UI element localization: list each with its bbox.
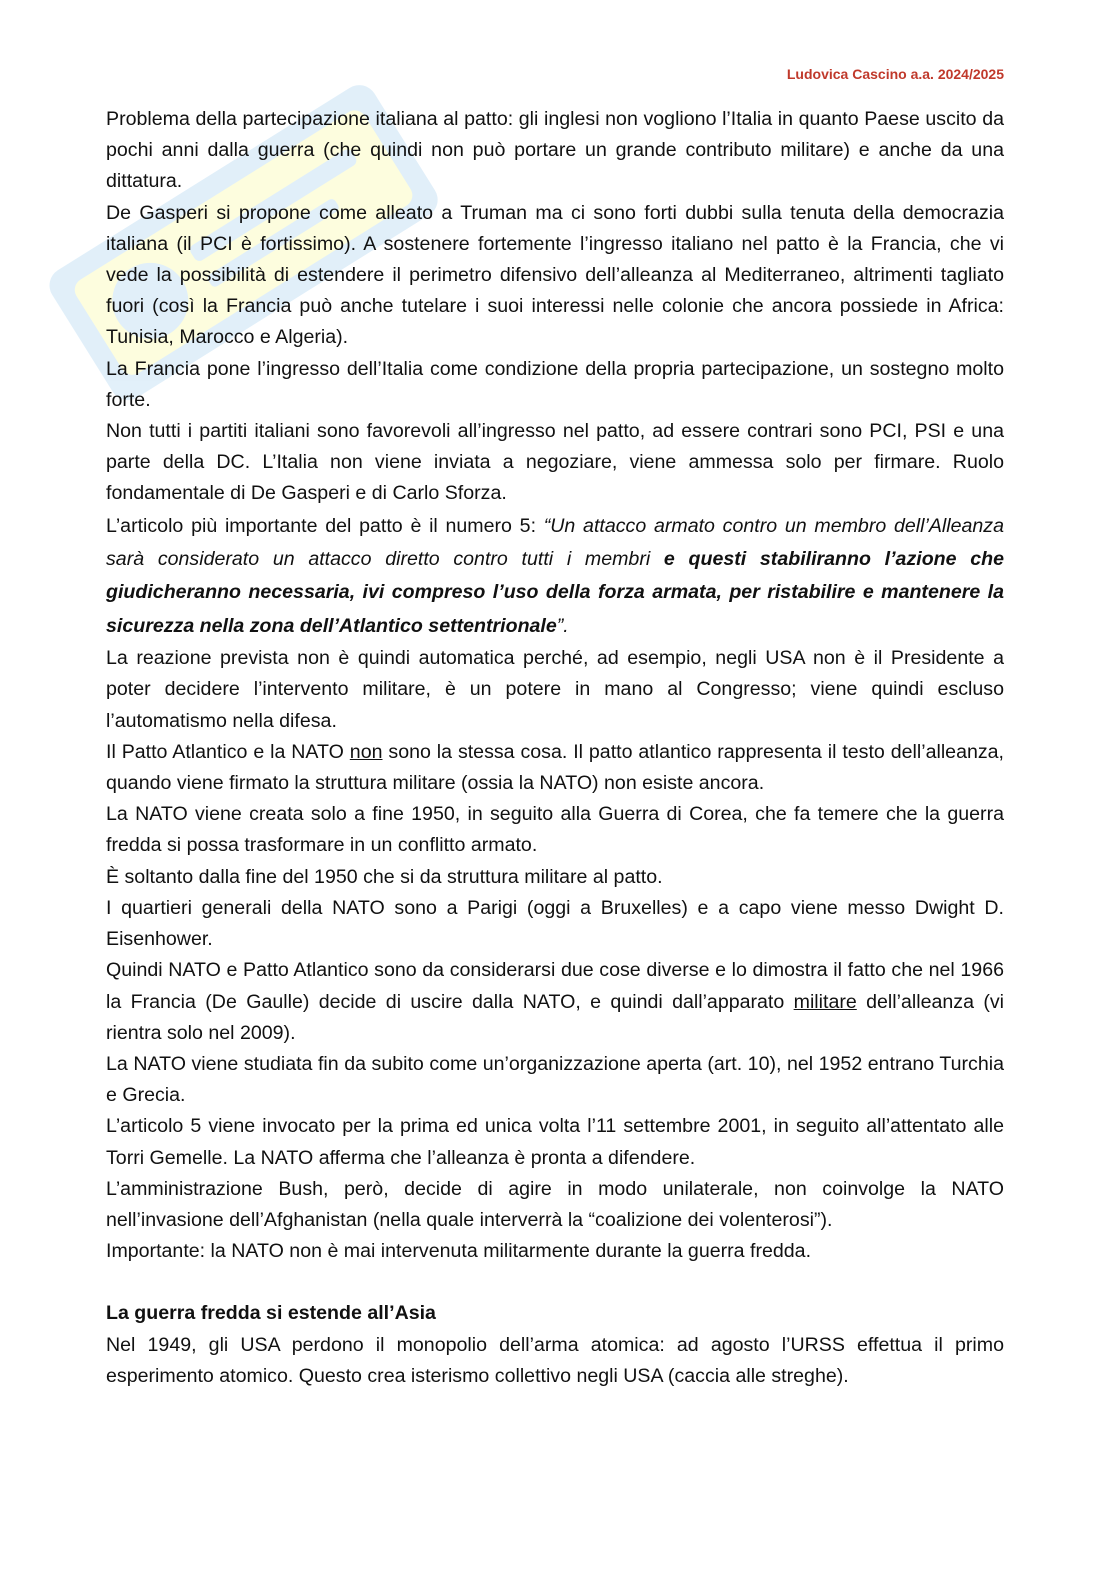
paragraph: De Gasperi si propone come alleato a Truman ma ci sono forti dubbi sulla tenuta della democrazia italiana (il PCI è fortissimo). A sostenere fortemente l’ingresso italiano nel patto è la Francia, che vi vede la possibilità di estendere il perimetro difensivo dell’alleanza al Mediterraneo, altrimenti tagliato fuori (così la Francia può anche tutelare i suoi interessi nelle colonie che ancora possiede in Africa: Tunisia, Marocco e Algeria). — [106, 201, 1004, 349]
article-5-quote-close: ”. — [556, 614, 569, 637]
paragraph: È soltanto dalla fine del 1950 che si da struttura militare al patto. — [106, 865, 663, 888]
paragraph: I quartieri generali della NATO sono a Parigi (oggi a Bruxelles) e a capo viene messo Dwight D. Eisenhower. — [106, 896, 1004, 951]
paragraph — [106, 955, 1004, 1049]
text-span: dell’alleanza (vi rientra solo nel 2009). — [106, 990, 1004, 1044]
text-span: Il Patto Atlantico e la NATO — [106, 740, 350, 763]
article-5-quote: “Un attacco armato contro un membro dell’Alleanza sarà considerato un attacco diretto contro tutti i membri — [106, 514, 1004, 571]
text-span: Quindi NATO e Patto Atlantico sono da considerarsi due cose diverse e lo dimostra il fatto che nel 1966 la Francia (De Gaulle) decide di uscire dalla NATO, e quindi dall’apparato — [106, 959, 1004, 1013]
paragraph: La reazione prevista non è quindi automatica perché, ad esempio, negli USA non è il Presidente a poter decidere l’intervento militare, è un potere in mano al Congresso; viene quindi escluso l’automatismo nella difesa. — [106, 647, 1004, 732]
paragraph: L’articolo 5 viene invocato per la prima ed unica volta l’11 settembre 2001, in seguito all’attentato alle Torri Gemelle. La NATO afferma che l’alleanza è pronta a difendere. — [106, 1115, 1004, 1169]
paragraph: Nel 1949, gli USA perdono il monopolio dell’arma atomica: ad agosto l’URSS effettua il primo esperimento atomico. Questo crea isterismo collettivo negli USA (caccia alle streghe). — [106, 1333, 1004, 1387]
paragraph: Non tutti i partiti italiani sono favorevoli all’ingresso nel patto, ad essere contrari sono PCI, PSI e una parte della DC. L’Italia non viene inviata a negoziare, viene ammessa solo per firmare. Ruolo fondamentale di De Gasperi e di Carlo Sforza. — [106, 420, 1004, 505]
paragraph: La Francia pone l’ingresso dell’Italia come condizione della propria partecipazione, un sostegno molto forte. — [106, 357, 1004, 411]
section-heading: La guerra fredda si estende all’Asia — [106, 1302, 436, 1325]
paragraph: L’amministrazione Bush, però, decide di agire in modo unilaterale, non coinvolge la NATO nell’invasione dell’Afghanistan (nella quale interverrà la “coalizione dei volenterosi”). — [106, 1177, 1004, 1231]
page-header: Ludovica Cascino a.a. 2024/2025 — [786, 66, 1004, 82]
article-5-intro: L’articolo più importante del patto è il numero 5: — [106, 514, 544, 537]
paragraph: La NATO viene creata solo a fine 1950, in seguito alla Guerra di Corea, che fa temere che la guerra fredda si possa trasformare in un conflitto armato. — [106, 803, 1004, 857]
article-5-paragraph — [106, 510, 1004, 644]
document-body — [106, 104, 1004, 1392]
underlined-word: non — [349, 740, 383, 763]
paragraph: Problema della partecipazione italiana al patto: gli inglesi non vogliono l’Italia in quanto Paese uscito da pochi anni dalla guerra (che quindi non può portare un grande contributo militare) e anche da una dittatura. — [106, 108, 1004, 193]
text-span: sono la stessa cosa. Il patto atlantico rappresenta il testo dell’alleanza, quando viene firmato la struttura militare (ossia la NATO) non esiste ancora. — [106, 740, 1005, 795]
underlined-word: militare — [793, 990, 857, 1013]
paragraph — [106, 737, 1004, 799]
paragraph: La NATO viene studiata fin da subito come un’organizzazione aperta (art. 10), nel 1952 entrano Turchia e Grecia. — [106, 1052, 1004, 1107]
paragraph: Importante: la NATO non è mai intervenuta militarmente durante la guerra fredda. — [106, 1240, 812, 1263]
article-5-quote-bold: e questi stabiliranno l’azione che giudicheranno necessaria, ivi compreso l’uso della forza armata, per ristabilire e mantenere la sicurezza nella zona dell’Atlantico settentrionale — [106, 548, 1004, 637]
